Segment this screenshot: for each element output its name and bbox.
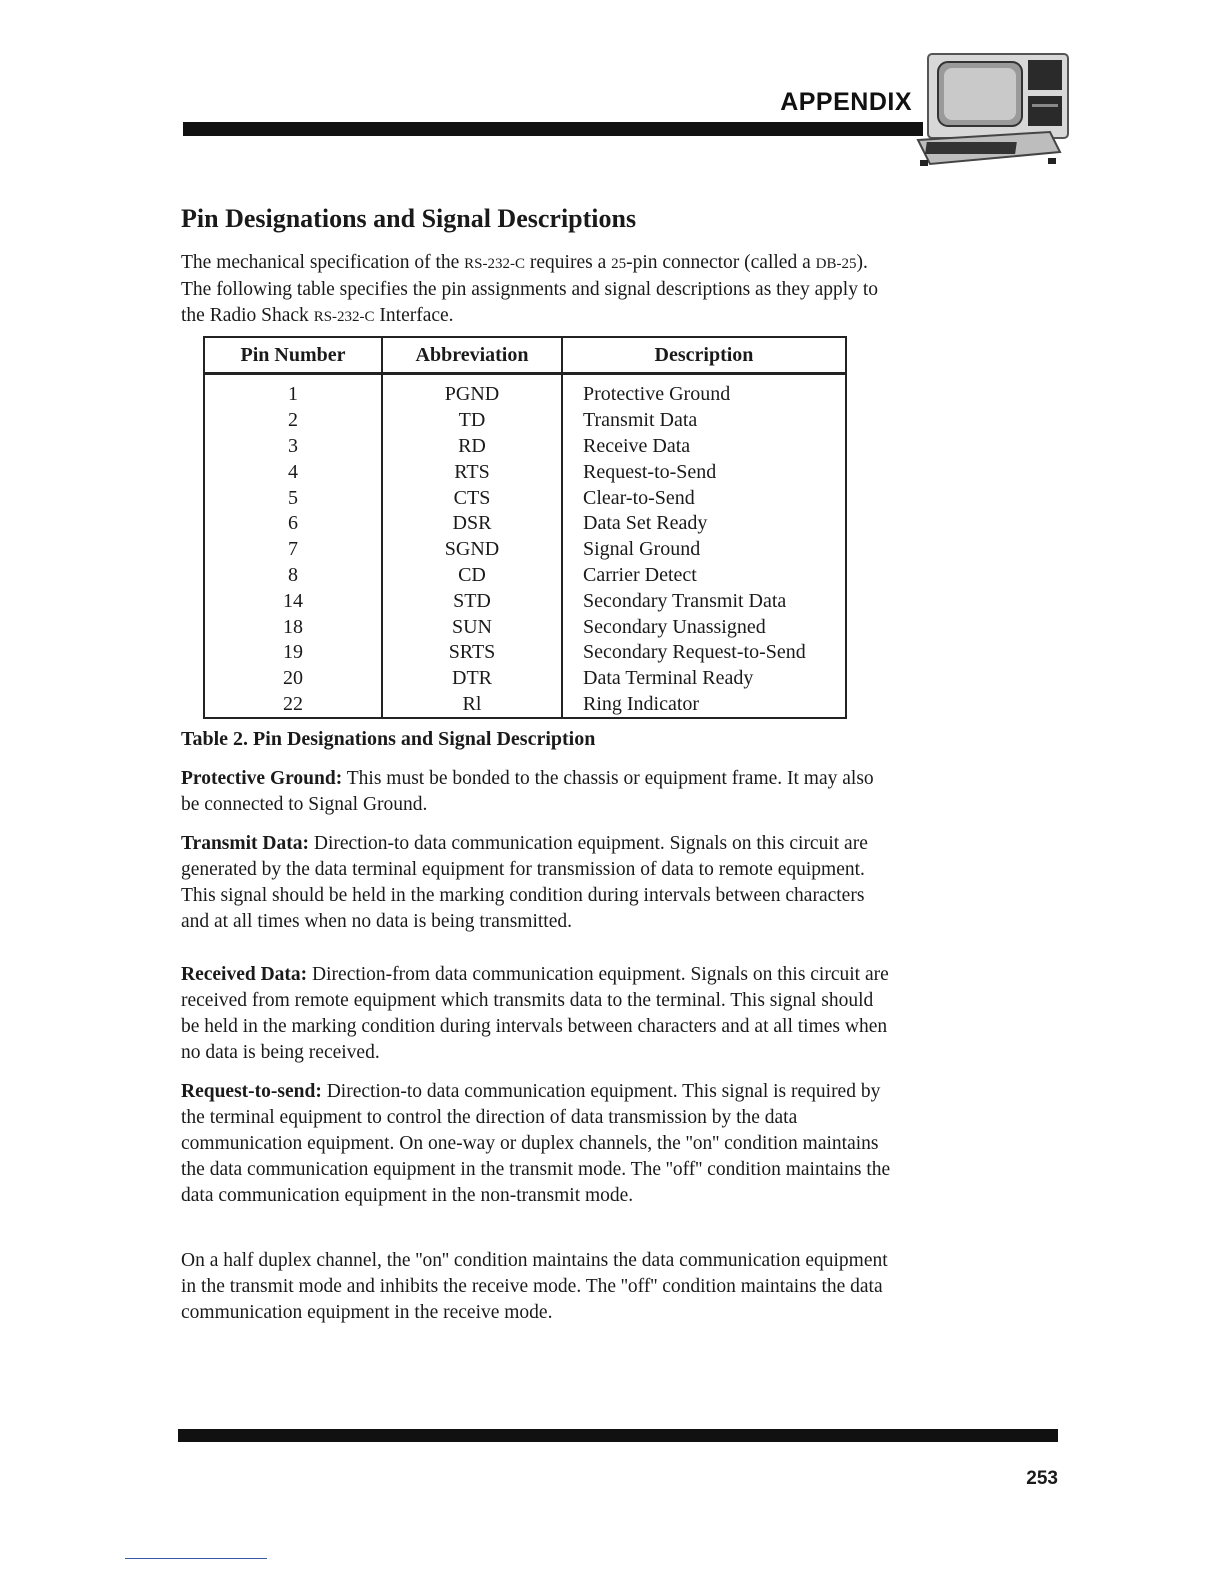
abbreviation: DSR <box>382 511 562 537</box>
page-number: 253 <box>1026 1468 1058 1489</box>
description: Secondary Unassigned <box>562 614 846 640</box>
pin-number: 1 <box>204 374 382 408</box>
received-data-term: Received Data: <box>181 964 308 985</box>
table-caption: Table 2. Pin Designations and Signal Description <box>181 728 596 750</box>
description: Secondary Request-to-Send <box>562 640 846 666</box>
transmit-data-term: Transmit Data: <box>181 833 309 854</box>
request-to-send-term: Request-to-send: <box>181 1081 322 1102</box>
abbreviation: SUN <box>382 614 562 640</box>
abbreviation: Rl <box>382 692 562 719</box>
abbreviation: RD <box>382 434 562 460</box>
description: Data Terminal Ready <box>562 666 846 692</box>
pin-number: 6 <box>204 511 382 537</box>
abbreviation: SGND <box>382 537 562 563</box>
table-row <box>204 614 846 640</box>
table-row <box>204 563 846 589</box>
intro-text-5: Interface. <box>374 305 454 326</box>
rs232-label-2: RS-232-C <box>313 309 375 325</box>
received-data-text: Direction-from data communication equipment. Signals on this circuit are received from remote equipment which transmits data to the terminal. This signal should be held in the marking condition during intervals between characters and at all times when no data is being received. <box>181 964 889 1063</box>
appendix-header-title: APPENDIX <box>780 88 912 116</box>
pin-number: 7 <box>204 537 382 563</box>
request-to-send-paragraph <box>181 1079 891 1209</box>
table-row <box>204 408 846 434</box>
description: Request-to-Send <box>562 459 846 485</box>
db25-label: DB-25 <box>815 256 857 272</box>
abbreviation: SRTS <box>382 640 562 666</box>
pin-number: 22 <box>204 692 382 719</box>
description: Carrier Detect <box>562 563 846 589</box>
description: Receive Data <box>562 434 846 460</box>
transmit-data-paragraph <box>181 831 891 935</box>
transmit-data-text: Direction-to data communication equipment. Signals on this circuit are generated by the data terminal equipment for transmission of data to remote equipment. This signal should be held in the marking condition during intervals between characters and at all times when no data is being transmitted. <box>181 833 868 932</box>
pin-number: 19 <box>204 640 382 666</box>
intro-text-1: The mechanical specification of the <box>181 252 465 273</box>
description: Signal Ground <box>562 537 846 563</box>
table-row <box>204 692 846 719</box>
description: Secondary Transmit Data <box>562 588 846 614</box>
scan-artifact-line <box>125 1558 267 1559</box>
pin-number: 14 <box>204 588 382 614</box>
header-abbreviation: Abbreviation <box>382 337 562 374</box>
table-row <box>204 537 846 563</box>
description: Ring Indicator <box>562 692 846 719</box>
footer-rule <box>178 1429 1058 1442</box>
header-rule <box>183 122 923 136</box>
received-data-paragraph <box>181 962 891 1066</box>
intro-text-2: requires a <box>525 252 612 273</box>
table-row <box>204 588 846 614</box>
pin-number: 5 <box>204 485 382 511</box>
header-description: Description <box>562 337 846 374</box>
pin-number: 18 <box>204 614 382 640</box>
header-pin-number: Pin Number <box>204 337 382 374</box>
abbreviation: TD <box>382 408 562 434</box>
pin-number: 20 <box>204 666 382 692</box>
abbreviation: RTS <box>382 459 562 485</box>
pin-number: 4 <box>204 459 382 485</box>
description: Transmit Data <box>562 408 846 434</box>
trs80-computer-icon <box>900 48 1075 173</box>
description: Data Set Ready <box>562 511 846 537</box>
abbreviation: STD <box>382 588 562 614</box>
table-row <box>204 374 846 408</box>
table-row <box>204 640 846 666</box>
request-to-send-text: Direction-to data communication equipment. This signal is required by the terminal equipment to control the direction of data transmission by the data communication equipment. On one-way or duplex channels, the ''on'' condition maintains the data communication equipment in the transmit mode. The ''off'' condition maintains the data communication equipment in the non-transmit mode. <box>181 1081 891 1206</box>
protective-ground-text: This must be bonded to the chassis or equipment frame. It may also be connected to Signal Ground. <box>181 768 874 815</box>
intro-paragraph <box>181 250 896 330</box>
abbreviation: PGND <box>382 374 562 408</box>
abbreviation: DTR <box>382 666 562 692</box>
protective-ground-paragraph <box>181 766 891 818</box>
intro-text-4: ). The following table specifies the pin assignments and signal descriptions as they apply to the Radio Shack <box>181 252 878 326</box>
abbreviation: CTS <box>382 485 562 511</box>
table-header-row <box>204 337 846 374</box>
description: Clear-to-Send <box>562 485 846 511</box>
pin-count: 25 <box>611 256 627 272</box>
section-title: Pin Designations and Signal Descriptions <box>181 204 637 233</box>
table-row <box>204 459 846 485</box>
intro-text-3: -pin connector (called a <box>626 252 816 273</box>
table-row <box>204 511 846 537</box>
pin-designation-table <box>203 336 847 719</box>
protective-ground-term: Protective Ground: <box>181 768 343 789</box>
pin-number: 2 <box>204 408 382 434</box>
abbreviation: CD <box>382 563 562 589</box>
table-row <box>204 485 846 511</box>
description: Protective Ground <box>562 374 846 408</box>
half-duplex-paragraph: On a half duplex channel, the ''on'' condition maintains the data communication equipment in the transmit mode and inhibits the receive mode. The ''off'' condition maintains the data communication equipment in the receive mode. <box>181 1250 888 1323</box>
rs232-label: RS-232-C <box>464 256 526 272</box>
table-row <box>204 434 846 460</box>
table-row <box>204 666 846 692</box>
pin-number: 3 <box>204 434 382 460</box>
pin-number: 8 <box>204 563 382 589</box>
